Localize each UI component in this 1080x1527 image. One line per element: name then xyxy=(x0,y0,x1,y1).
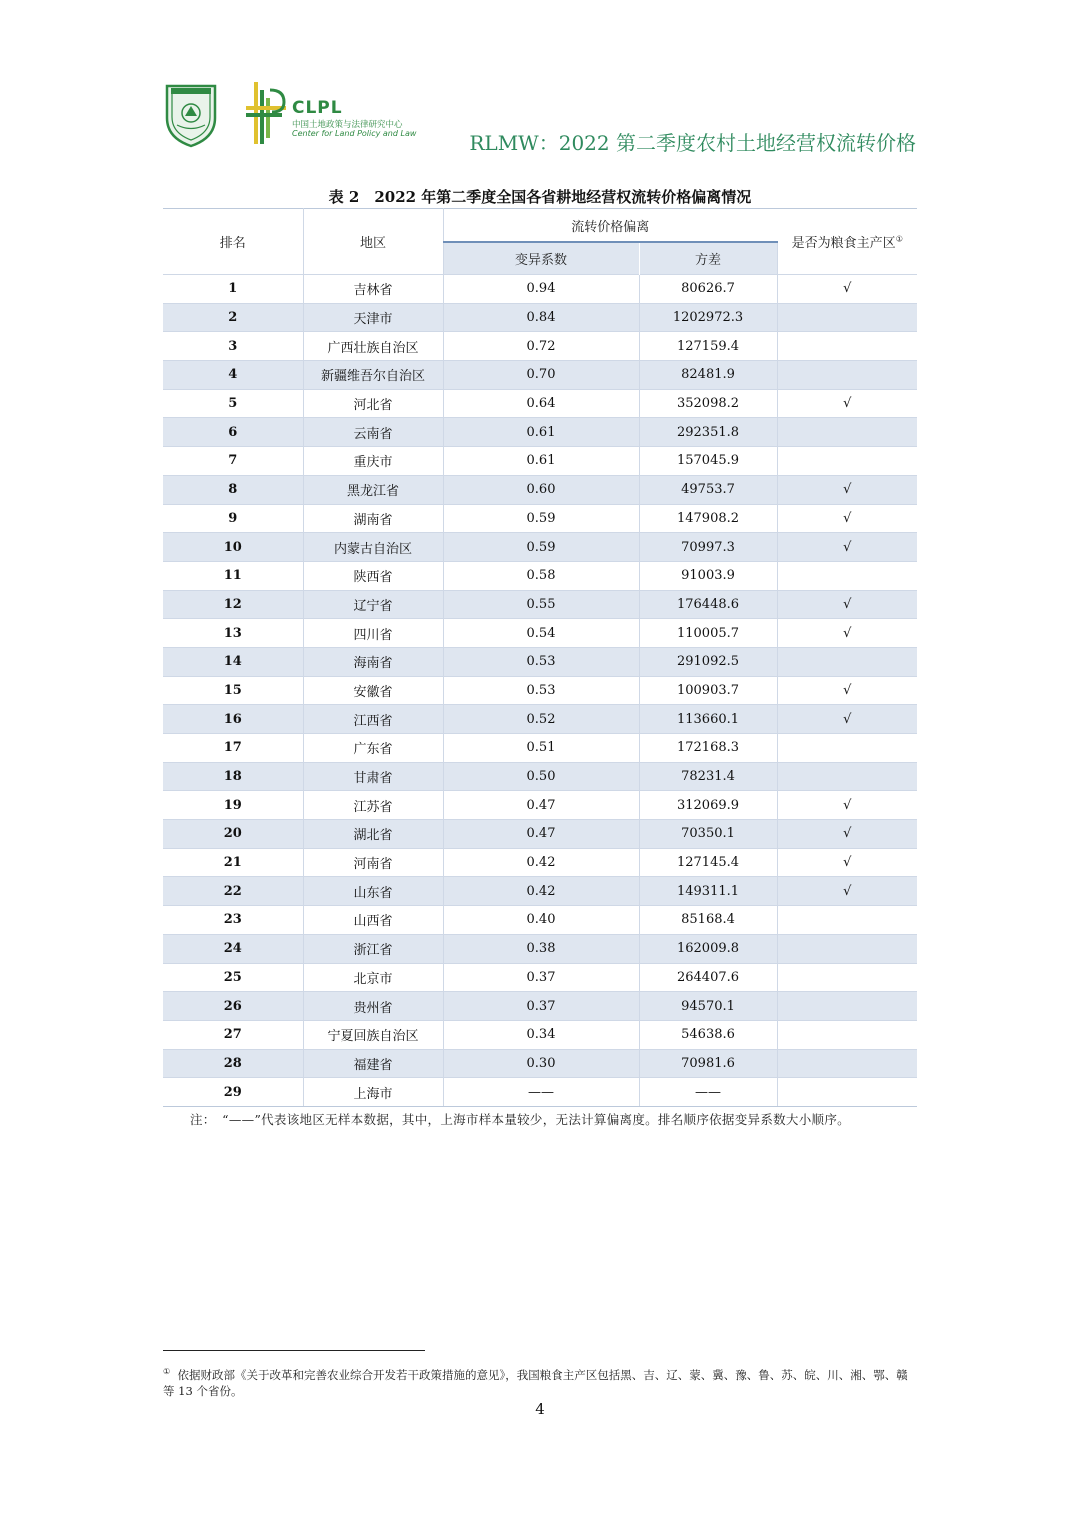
cv-cell: 0.54 xyxy=(443,619,639,648)
grain-cell: √ xyxy=(777,848,917,877)
table-row xyxy=(163,619,917,648)
university-shield-icon xyxy=(164,80,218,148)
clpl-chinese-name: 中国土地政策与法律研究中心 xyxy=(292,120,403,130)
rank-cell: 12 xyxy=(163,590,303,619)
rank-cell: 28 xyxy=(163,1049,303,1078)
region-cell: 新疆维吾尔自治区 xyxy=(303,361,443,390)
table-body xyxy=(163,275,917,1107)
cau-university-logo xyxy=(164,80,218,148)
region-cell: 江苏省 xyxy=(303,791,443,820)
table-row xyxy=(163,303,917,332)
table-row xyxy=(163,820,917,849)
rank-cell: 25 xyxy=(163,963,303,992)
grain-cell xyxy=(777,561,917,590)
table-row xyxy=(163,1078,917,1107)
region-cell: 浙江省 xyxy=(303,934,443,963)
table-row xyxy=(163,963,917,992)
rank-header: 排名 xyxy=(163,209,303,275)
variance-cell: 157045.9 xyxy=(639,447,777,476)
clpl-logo xyxy=(244,80,424,148)
table-caption: 表 2 2022 年第二季度全国各省耕地经营权流转价格偏离情况 xyxy=(328,188,752,206)
grain-cell: √ xyxy=(777,275,917,304)
rank-cell: 24 xyxy=(163,934,303,963)
rank-cell: 21 xyxy=(163,848,303,877)
rank-cell: 16 xyxy=(163,705,303,734)
grain-cell xyxy=(777,762,917,791)
table-row xyxy=(163,332,917,361)
region-cell: 黑龙江省 xyxy=(303,475,443,504)
cv-cell: 0.55 xyxy=(443,590,639,619)
variance-cell: 312069.9 xyxy=(639,791,777,820)
grain-cell xyxy=(777,647,917,676)
cv-cell: 0.84 xyxy=(443,303,639,332)
variance-cell: 149311.1 xyxy=(639,877,777,906)
rank-cell: 15 xyxy=(163,676,303,705)
variance-cell: 100903.7 xyxy=(639,676,777,705)
variance-cell: 162009.8 xyxy=(639,934,777,963)
cv-cell: 0.59 xyxy=(443,533,639,562)
table-row xyxy=(163,1049,917,1078)
cv-cell: 0.30 xyxy=(443,1049,639,1078)
variance-cell: 110005.7 xyxy=(639,619,777,648)
region-cell: 吉林省 xyxy=(303,275,443,304)
rank-cell: 19 xyxy=(163,791,303,820)
rank-cell: 5 xyxy=(163,389,303,418)
table-row xyxy=(163,791,917,820)
region-cell: 云南省 xyxy=(303,418,443,447)
cv-cell: 0.61 xyxy=(443,418,639,447)
deviation-header: 流转价格偏离 xyxy=(443,209,777,243)
region-cell: 甘肃省 xyxy=(303,762,443,791)
grain-area-header xyxy=(777,209,917,275)
variance-cell: 127145.4 xyxy=(639,848,777,877)
rank-cell: 13 xyxy=(163,619,303,648)
variance-cell: 70997.3 xyxy=(639,533,777,562)
variance-cell: 78231.4 xyxy=(639,762,777,791)
grain-cell xyxy=(777,332,917,361)
region-cell: 辽宁省 xyxy=(303,590,443,619)
variance-cell: 70981.6 xyxy=(639,1049,777,1078)
region-cell: 湖北省 xyxy=(303,820,443,849)
region-cell: 福建省 xyxy=(303,1049,443,1078)
rank-cell: 6 xyxy=(163,418,303,447)
rank-cell: 8 xyxy=(163,475,303,504)
variance-cell: 176448.6 xyxy=(639,590,777,619)
table-row xyxy=(163,734,917,763)
grain-area-header-label: 是否为粮食主产区 xyxy=(791,236,896,251)
table-row xyxy=(163,533,917,562)
grain-cell: √ xyxy=(777,705,917,734)
cv-cell: 0.47 xyxy=(443,820,639,849)
table-row xyxy=(163,762,917,791)
cv-cell: 0.53 xyxy=(443,676,639,705)
table-row xyxy=(163,705,917,734)
variance-cell: 352098.2 xyxy=(639,389,777,418)
variance-cell: 127159.4 xyxy=(639,332,777,361)
grain-cell: √ xyxy=(777,877,917,906)
region-cell: 山东省 xyxy=(303,877,443,906)
cv-header: 变异系数 xyxy=(443,242,639,275)
grain-cell: √ xyxy=(777,504,917,533)
rank-cell: 20 xyxy=(163,820,303,849)
cv-cell: 0.61 xyxy=(443,447,639,476)
variance-cell: 85168.4 xyxy=(639,906,777,935)
cv-cell: 0.34 xyxy=(443,1020,639,1049)
region-cell: 安徽省 xyxy=(303,676,443,705)
grain-cell xyxy=(777,361,917,390)
grain-cell xyxy=(777,1020,917,1049)
table-row xyxy=(163,504,917,533)
grain-cell xyxy=(777,1049,917,1078)
table-row xyxy=(163,848,917,877)
grain-cell xyxy=(777,963,917,992)
region-cell: 湖南省 xyxy=(303,504,443,533)
table-note: 注： “——”代表该地区无样本数据，其中，上海市样本量较少，无法计算偏离度。排名顺序依据变异系数大小顺序。 xyxy=(190,1112,850,1127)
variance-cell: 291092.5 xyxy=(639,647,777,676)
variance-cell: 70350.1 xyxy=(639,820,777,849)
variance-header: 方差 xyxy=(639,242,777,275)
variance-cell: 264407.6 xyxy=(639,963,777,992)
cv-cell: 0.40 xyxy=(443,906,639,935)
rank-cell: 9 xyxy=(163,504,303,533)
rank-cell: 22 xyxy=(163,877,303,906)
region-cell: 广西壮族自治区 xyxy=(303,332,443,361)
region-cell: 海南省 xyxy=(303,647,443,676)
region-header: 地区 xyxy=(303,209,443,275)
rank-cell: 18 xyxy=(163,762,303,791)
region-cell: 陕西省 xyxy=(303,561,443,590)
footnote-marker: ① xyxy=(163,1367,171,1376)
cv-cell: 0.42 xyxy=(443,848,639,877)
cv-cell: 0.37 xyxy=(443,992,639,1021)
cv-cell: 0.70 xyxy=(443,361,639,390)
grain-cell: √ xyxy=(777,619,917,648)
cv-cell: 0.94 xyxy=(443,275,639,304)
table-row xyxy=(163,389,917,418)
cv-cell: 0.59 xyxy=(443,504,639,533)
variance-cell: 80626.7 xyxy=(639,275,777,304)
cv-cell: —— xyxy=(443,1078,639,1107)
rank-cell: 29 xyxy=(163,1078,303,1107)
variance-cell: 1202972.3 xyxy=(639,303,777,332)
variance-cell: 91003.9 xyxy=(639,561,777,590)
table-row xyxy=(163,447,917,476)
grain-cell: √ xyxy=(777,475,917,504)
rank-cell: 7 xyxy=(163,447,303,476)
grain-cell xyxy=(777,418,917,447)
page-number: 4 xyxy=(535,1400,545,1418)
table-row xyxy=(163,676,917,705)
report-header-title: RLMW：2022 第二季度农村土地经营权流转价格 xyxy=(469,131,916,155)
table-row xyxy=(163,647,917,676)
region-cell: 北京市 xyxy=(303,963,443,992)
grain-cell: √ xyxy=(777,533,917,562)
table-row xyxy=(163,1020,917,1049)
rank-cell: 11 xyxy=(163,561,303,590)
rank-cell: 4 xyxy=(163,361,303,390)
cv-cell: 0.58 xyxy=(443,561,639,590)
table-row xyxy=(163,561,917,590)
footnote-divider xyxy=(163,1350,425,1351)
grain-cell xyxy=(777,1078,917,1107)
cv-cell: 0.38 xyxy=(443,934,639,963)
variance-cell: —— xyxy=(639,1078,777,1107)
table-row xyxy=(163,361,917,390)
grain-cell: √ xyxy=(777,791,917,820)
table-row xyxy=(163,475,917,504)
clpl-mark-icon xyxy=(244,80,288,146)
cv-cell: 0.42 xyxy=(443,877,639,906)
table-row xyxy=(163,275,917,304)
region-cell: 广东省 xyxy=(303,734,443,763)
variance-cell: 147908.2 xyxy=(639,504,777,533)
rank-cell: 2 xyxy=(163,303,303,332)
region-cell: 山西省 xyxy=(303,906,443,935)
variance-cell: 49753.7 xyxy=(639,475,777,504)
cv-cell: 0.60 xyxy=(443,475,639,504)
region-cell: 贵州省 xyxy=(303,992,443,1021)
cv-cell: 0.51 xyxy=(443,734,639,763)
table-row xyxy=(163,906,917,935)
variance-cell: 113660.1 xyxy=(639,705,777,734)
grain-cell xyxy=(777,447,917,476)
variance-cell: 54638.6 xyxy=(639,1020,777,1049)
cv-cell: 0.72 xyxy=(443,332,639,361)
cv-cell: 0.53 xyxy=(443,647,639,676)
variance-cell: 172168.3 xyxy=(639,734,777,763)
deviation-table xyxy=(163,208,917,1107)
cv-cell: 0.52 xyxy=(443,705,639,734)
region-cell: 宁夏回族自治区 xyxy=(303,1020,443,1049)
grain-cell xyxy=(777,906,917,935)
clpl-english-name: Center for Land Policy and Law xyxy=(292,129,417,138)
variance-cell: 82481.9 xyxy=(639,361,777,390)
table-row xyxy=(163,418,917,447)
rank-cell: 10 xyxy=(163,533,303,562)
region-cell: 河北省 xyxy=(303,389,443,418)
table-row xyxy=(163,877,917,906)
rank-cell: 23 xyxy=(163,906,303,935)
variance-cell: 94570.1 xyxy=(639,992,777,1021)
grain-cell: √ xyxy=(777,389,917,418)
cv-cell: 0.50 xyxy=(443,762,639,791)
clpl-name: CLPL xyxy=(292,98,343,118)
table-row xyxy=(163,934,917,963)
region-cell: 河南省 xyxy=(303,848,443,877)
table-row xyxy=(163,590,917,619)
rank-cell: 27 xyxy=(163,1020,303,1049)
cv-cell: 0.47 xyxy=(443,791,639,820)
rank-cell: 26 xyxy=(163,992,303,1021)
rank-cell: 17 xyxy=(163,734,303,763)
region-cell: 江西省 xyxy=(303,705,443,734)
region-cell: 天津市 xyxy=(303,303,443,332)
grain-cell xyxy=(777,992,917,1021)
footnote-text: 依据财政部《关于改革和完善农业综合开发若干政策措施的意见》，我国粮食主产区包括黑、吉、辽、蒙、冀、豫、鲁、苏、皖、川、湘、鄂、赣等 13 个省份。 xyxy=(163,1367,908,1398)
cv-cell: 0.64 xyxy=(443,389,639,418)
variance-cell: 292351.8 xyxy=(639,418,777,447)
region-cell: 上海市 xyxy=(303,1078,443,1107)
grain-cell: √ xyxy=(777,820,917,849)
footnote xyxy=(163,1364,917,1399)
grain-cell xyxy=(777,934,917,963)
grain-cell xyxy=(777,734,917,763)
cv-cell: 0.37 xyxy=(443,963,639,992)
grain-cell xyxy=(777,303,917,332)
grain-cell: √ xyxy=(777,590,917,619)
region-cell: 重庆市 xyxy=(303,447,443,476)
rank-cell: 14 xyxy=(163,647,303,676)
rank-cell: 3 xyxy=(163,332,303,361)
region-cell: 内蒙古自治区 xyxy=(303,533,443,562)
region-cell: 四川省 xyxy=(303,619,443,648)
grain-cell: √ xyxy=(777,676,917,705)
rank-cell: 1 xyxy=(163,275,303,304)
footnote-ref: ① xyxy=(895,234,903,244)
table-row xyxy=(163,992,917,1021)
